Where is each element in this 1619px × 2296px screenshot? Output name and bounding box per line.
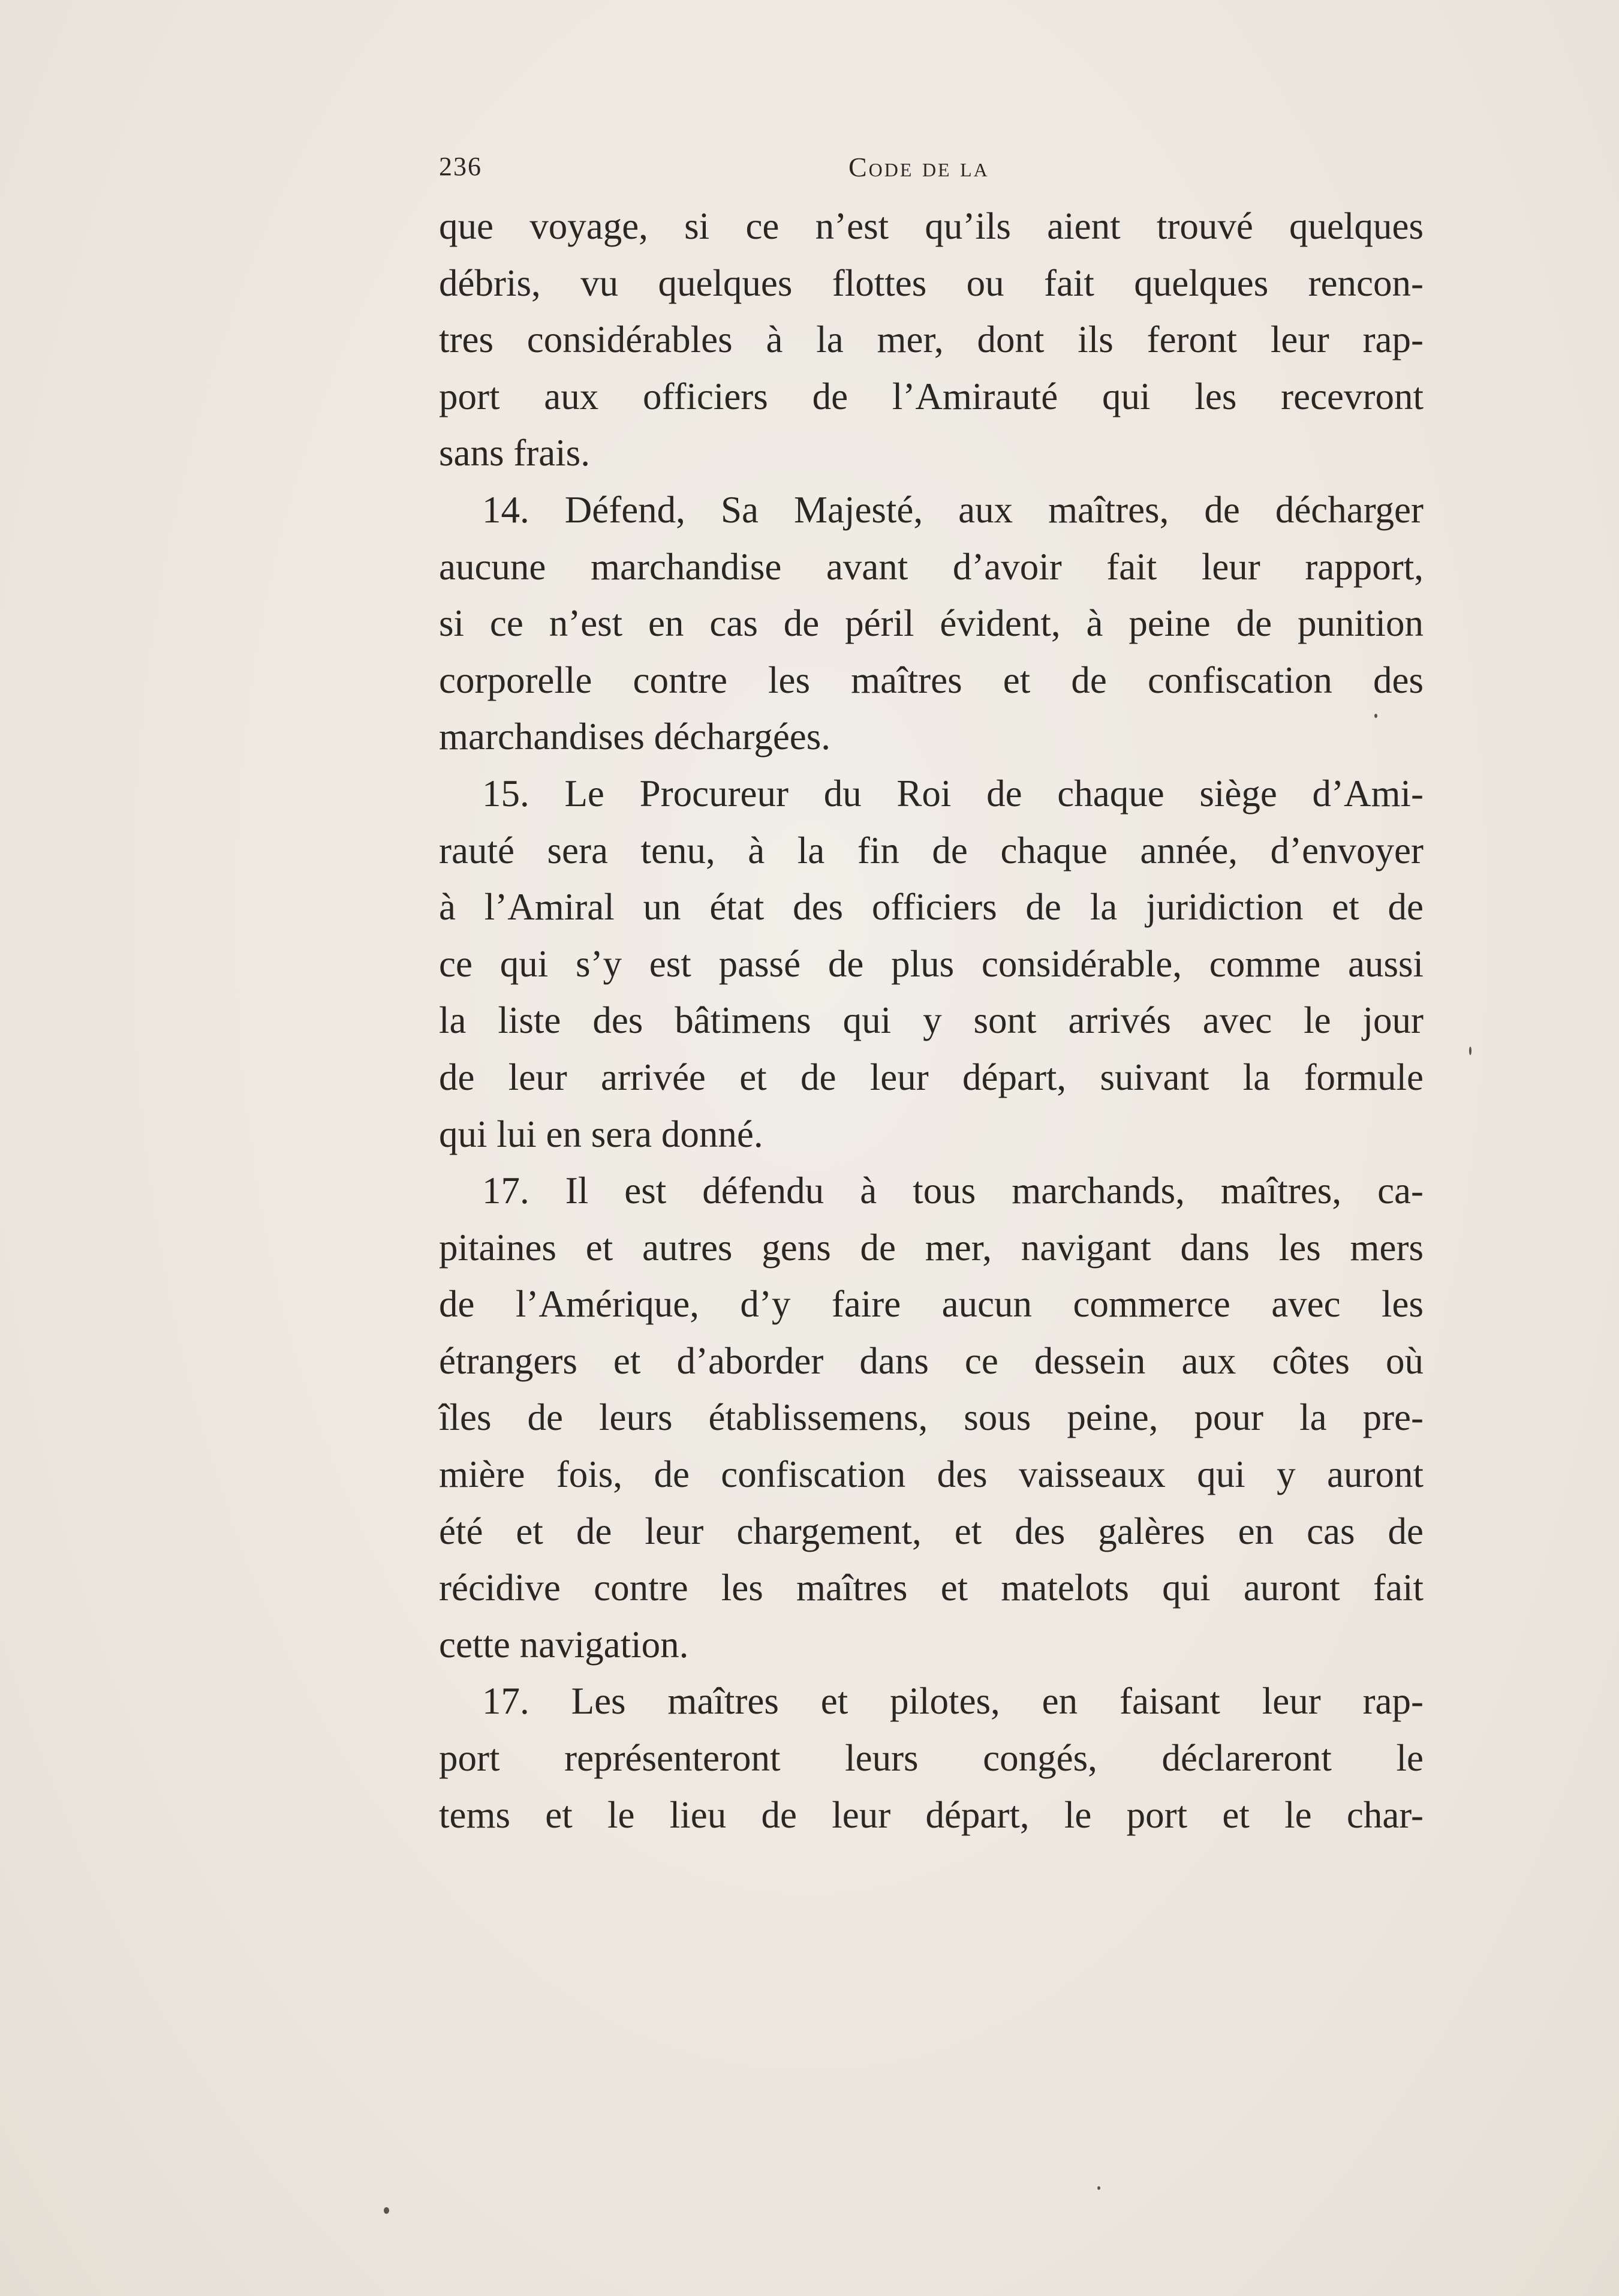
paragraph-article-17a xyxy=(439,1162,1424,1673)
text-line: qui lui en sera donné. xyxy=(439,1113,763,1155)
text-line: 17. Il est défendu à tous marchands, maîtres, ca- xyxy=(482,1170,1424,1212)
text-line: de l’Amérique, d’y faire aucun commerce avec les xyxy=(439,1283,1424,1326)
text-line: pitaines et autres gens de mer, navigant dans les mers xyxy=(439,1226,1424,1269)
text-line: 14. Défend, Sa Majesté, aux maîtres, de décharger xyxy=(482,488,1424,531)
paragraph-continuation xyxy=(439,198,1424,482)
paper-speck xyxy=(1374,714,1377,718)
text-line: été et de leur chargement, et des galères en cas de xyxy=(439,1510,1424,1552)
running-head xyxy=(0,151,1619,193)
text-line: cette navigation. xyxy=(439,1623,689,1666)
text-line: rauté sera tenu, à la fin de chaque année, d’envoyer xyxy=(439,829,1424,871)
text-line: que voyage, si ce n’est qu’ils aient trouvé quelques xyxy=(439,205,1424,247)
paragraph-article-17b xyxy=(439,1673,1424,1843)
running-title: Code de la xyxy=(848,152,989,182)
text-line: sans frais. xyxy=(439,432,590,474)
text-line: corporelle contre les maîtres et de confiscation des xyxy=(439,659,1424,701)
text-line: de leur arrivée et de leur départ, suivant la formule xyxy=(439,1056,1424,1098)
paragraph-article-14 xyxy=(439,482,1424,765)
text-line: tems et le lieu de leur départ, le port et le char- xyxy=(439,1793,1424,1836)
text-line: 15. Le Procureur du Roi de chaque siège d’Ami- xyxy=(482,772,1424,815)
text-line: étrangers et d’aborder dans ce dessein aux côtes où xyxy=(439,1339,1424,1382)
text-line: marchandises déchargées. xyxy=(439,716,831,758)
paragraph-article-15 xyxy=(439,765,1424,1162)
text-line: aucune marchandise avant d’avoir fait leur rapport, xyxy=(439,545,1424,588)
text-line: port aux officiers de l’Amirauté qui les recevront xyxy=(439,375,1424,417)
page-number: 236 xyxy=(439,152,482,181)
text-line: mière fois, de confiscation des vaisseaux qui y auront xyxy=(439,1453,1424,1496)
text-line: la liste des bâtimens qui y sont arrivés avec le jour xyxy=(439,999,1424,1042)
text-line: ce qui s’y est passé de plus considérable, comme aussi xyxy=(439,942,1424,985)
paper-speck xyxy=(384,2207,389,2214)
text-line: tres considérables à la mer, dont ils feront leur rap- xyxy=(439,318,1424,361)
text-line: port représenteront leurs congés, déclareront le xyxy=(439,1737,1424,1780)
paper-speck xyxy=(1097,2186,1100,2190)
body-text xyxy=(439,198,1424,1843)
text-line: si ce n’est en cas de péril évident, à peine de punition xyxy=(439,602,1424,645)
text-line: débris, vu quelques flottes ou fait quelques rencon- xyxy=(439,262,1424,304)
text-line: îles de leurs établissemens, sous peine, pour la pre- xyxy=(439,1396,1424,1439)
text-line: récidive contre les maîtres et matelots qui auront fait xyxy=(439,1567,1424,1609)
text-line: à l’Amiral un état des officiers de la juridiction et de xyxy=(439,886,1424,928)
text-line: 17. Les maîtres et pilotes, en faisant leur rap- xyxy=(482,1680,1424,1723)
paper-speck xyxy=(1469,1047,1471,1055)
